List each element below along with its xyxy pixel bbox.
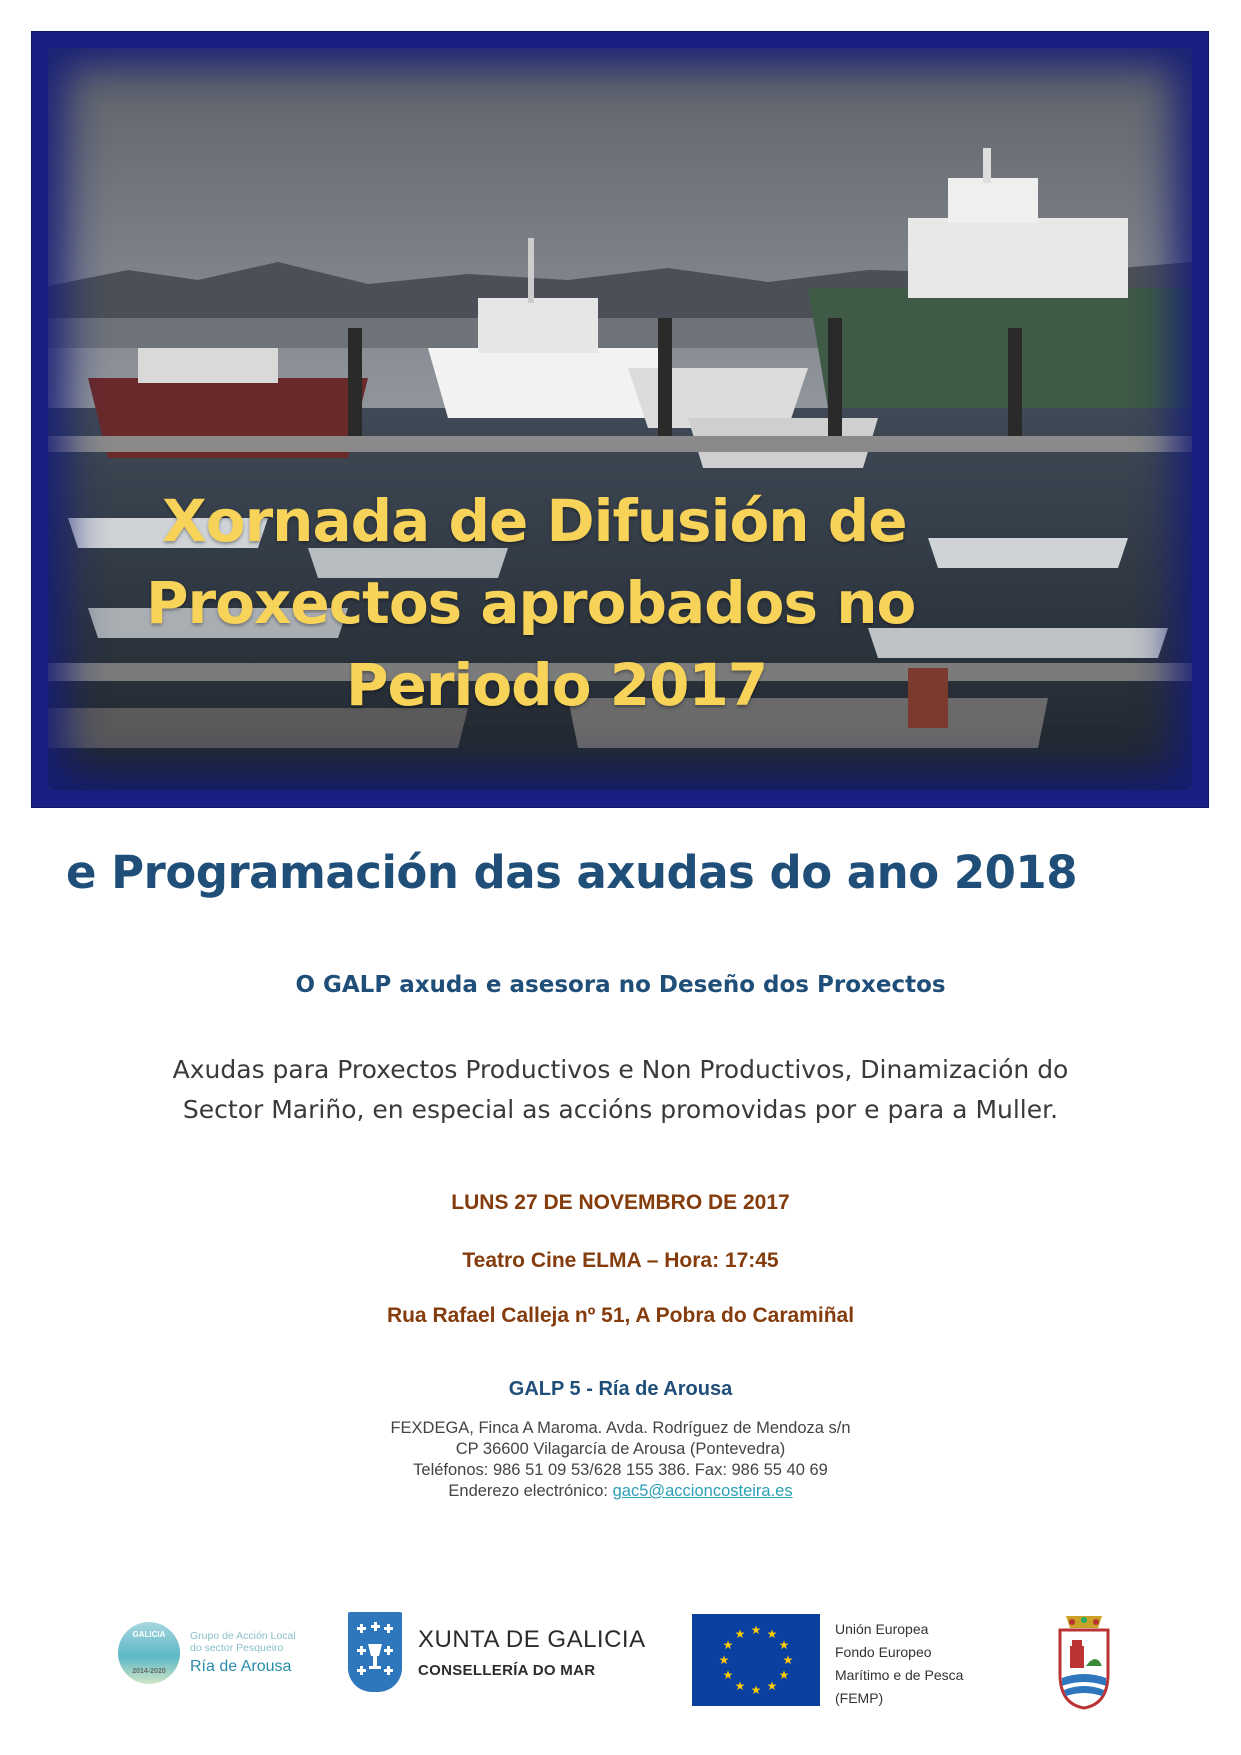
event-address: Rua Rafael Calleja nº 51, A Pobra do Caramiñal: [386, 1304, 855, 1327]
galp-logo-line-2: do sector Pesqueiro: [190, 1642, 284, 1654]
galp-logo-name: Ría de Arousa: [190, 1658, 292, 1675]
municipal-crest-logo: [1052, 1612, 1116, 1712]
xunta-crosses-icon: [348, 1612, 402, 1692]
galp-circle-icon: [118, 1622, 180, 1684]
event-title-line-2: Proxectos aprobados no: [146, 569, 916, 637]
svg-text:★: ★: [722, 1638, 734, 1652]
svg-text:★: ★: [766, 1627, 778, 1641]
svg-text:★: ★: [778, 1668, 790, 1682]
svg-text:★: ★: [718, 1653, 730, 1667]
svg-text:★: ★: [778, 1638, 790, 1652]
svg-text:★: ★: [734, 1627, 746, 1641]
contact-phones: Teléfonos: 986 51 09 53/628 155 386. Fax: 986 55 40 69: [413, 1461, 828, 1479]
xunta-logo: [348, 1612, 668, 1696]
contact-address-line-2: CP 36600 Vilagarcía de Arousa (Pontevedra): [455, 1440, 786, 1458]
email-label: Enderezo electrónico:: [448, 1482, 608, 1500]
svg-text:★: ★: [734, 1679, 746, 1693]
organization-name: GALP 5 - Ría de Arousa: [508, 1378, 733, 1400]
event-title: [70, 480, 1070, 726]
contact-address-line-1: FEXDEGA, Finca A Maroma. Avda. Rodríguez de Mendoza s/n: [390, 1419, 851, 1437]
event-subtitle: e Programación das axudas do ano 2018: [66, 846, 1078, 899]
galp-logo-text: [190, 1630, 296, 1654]
email-link[interactable]: gac5@accioncosteira.es: [612, 1482, 793, 1500]
xunta-logo-subtitle: CONSELLERÍA DO MAR: [418, 1662, 596, 1679]
event-title-line-1: Xornada de Difusión de: [162, 487, 907, 555]
contact-email-row: [0, 1481, 1241, 1502]
contact-block: [0, 1418, 1241, 1502]
eu-stars-icon: [692, 1614, 820, 1706]
aid-description: [0, 1050, 1241, 1130]
svg-text:★: ★: [750, 1683, 762, 1697]
aid-description-line-2: Sector Mariño, en especial as accións promovidas por e para a Muller.: [182, 1095, 1059, 1124]
galp-logo-line-1: Grupo de Acción Local: [190, 1630, 296, 1642]
svg-text:★: ★: [722, 1668, 734, 1682]
aid-description-line-1: Axudas para Proxectos Productivos e Non Productivos, Dinamización do: [172, 1055, 1069, 1084]
crest-icon: [1052, 1612, 1116, 1712]
galp-help-heading: O GALP axuda e asesora no Deseño dos Proxectos: [295, 972, 946, 998]
svg-text:★: ★: [750, 1623, 762, 1637]
event-date: LUNS 27 DE NOVEMBRO DE 2017: [451, 1191, 790, 1214]
svg-text:★: ★: [766, 1679, 778, 1693]
xunta-logo-title: XUNTA DE GALICIA: [418, 1626, 646, 1653]
eu-logo-text: [835, 1618, 963, 1710]
galp-circle-bottom-text: 2014-2020: [132, 1668, 166, 1675]
eu-logo-line-3: Marítimo e de Pesca: [835, 1667, 964, 1683]
eu-logo-line-2: Fondo Europeo: [835, 1644, 932, 1660]
eu-logo-line-4: (FEMP): [835, 1690, 884, 1706]
svg-text:★: ★: [782, 1653, 794, 1667]
eu-logo-line-1: Unión Europea: [835, 1621, 929, 1637]
eu-femp-logo: [692, 1614, 1012, 1710]
event-title-line-3: Periodo 2017: [346, 651, 768, 719]
galp-circle-top-text: GALICIA: [132, 1630, 166, 1639]
sponsor-logos: [0, 1600, 1241, 1730]
eu-flag-icon: [692, 1614, 820, 1706]
event-venue: Teatro Cine ELMA – Hora: 17:45: [462, 1249, 779, 1272]
galp-logo: [118, 1612, 318, 1692]
xunta-shield-icon: [348, 1612, 402, 1692]
